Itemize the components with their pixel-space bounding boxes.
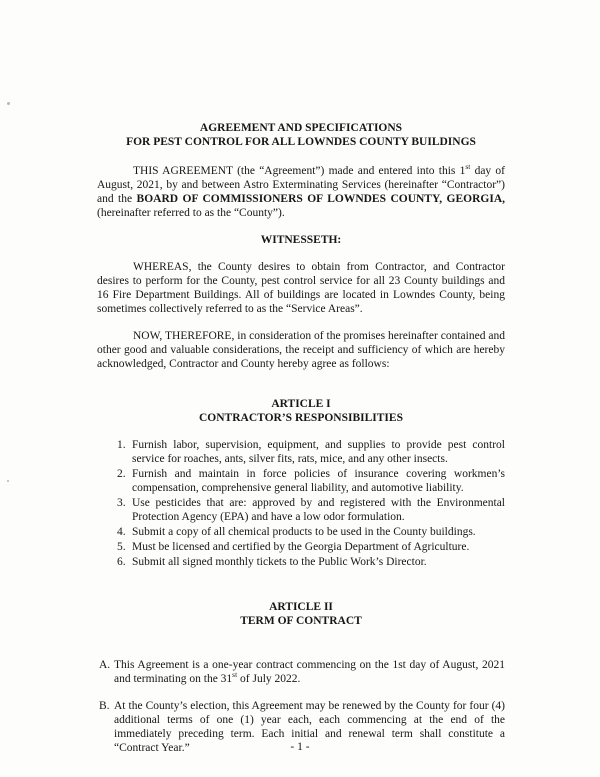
- list-item: [117, 525, 505, 539]
- list-item-number: 3.: [117, 497, 126, 509]
- list-item: [117, 555, 505, 569]
- spacer: [97, 570, 505, 574]
- list-item-text: Submit a copy of all chemical products to be used in the County buildings.: [132, 526, 476, 538]
- heading-article-2: [97, 600, 505, 628]
- list-item-letter: A.: [99, 659, 111, 671]
- list-item-number: 2.: [117, 468, 126, 480]
- paragraph-now-therefore: NOW, THEREFORE, in consideration of the promises hereinafter contained and other good and valuable considerations, the receipt and sufficiency of which are hereby acknowledged, Contractor and County hereby agree as follows:: [97, 330, 505, 370]
- list-item-text: Furnish labor, supervision, equipment, and supplies to provide pest control service for roaches, ants, silver fits, rats, mice, and any other insects.: [132, 439, 505, 465]
- list-item: [117, 467, 505, 495]
- heading-witnesseth: WITNESSETH:: [260, 234, 342, 246]
- list-item: [117, 540, 505, 554]
- page-number: - 1 -: [290, 741, 310, 753]
- list-item-text: Furnish and maintain in force policies of insurance covering workmen’s compensation, comprehensive general liability, and automotive liability.: [132, 468, 505, 494]
- document-title-line2: FOR PEST CONTROL FOR ALL LOWNDES COUNTY BUILDINGS: [126, 136, 476, 148]
- list-item: [117, 438, 505, 466]
- list-item-number: 5.: [117, 541, 126, 553]
- list-item: [117, 496, 505, 524]
- list-item-text: This Agreement is a one-year contract commencing on the 1st day of August, 2021 and terminating on the 31st of July 2022.: [114, 659, 505, 685]
- list-item-number: 1.: [117, 439, 126, 451]
- heading-article-1: [97, 397, 505, 425]
- paragraph-whereas: WHEREAS, the County desires to obtain from Contractor, and Contractor desires to perform for the County, pest control service for all 23 County buildings and 16 Fire Department Buildings. All of buildings are located in Lowndes County, being sometimes collectively referred to as the “Service Areas”.: [97, 261, 505, 315]
- list-item-letter: B.: [99, 700, 110, 712]
- scan-artifact-dot: [7, 102, 10, 105]
- list-item-text: At the County’s election, this Agreement may be renewed by the County for four (4) additional terms of one (1) year each, each commencing at the end of the immediately preceding term. Each initial and renewal term shall constitute a “Contract Year.”: [114, 700, 505, 754]
- list-item-text: Submit all signed monthly tickets to the Public Work’s Director.: [132, 556, 427, 568]
- scan-artifact-dot: [7, 480, 9, 482]
- article-1-subtitle: CONTRACTOR’S RESPONSIBILITIES: [199, 412, 403, 424]
- document-title: [97, 121, 505, 149]
- paragraph-agreement-intro: THIS AGREEMENT (the “Agreement”) made and entered into this 1st day of August, 2021, by and between Astro Exterminating Services (hereinafter “Contractor”) and the BOARD OF COMMISSIONERS OF LOWNDES COUNTY, GEORGIA, (hereinafter referred to as the “County”).: [97, 162, 505, 219]
- list-item-text: Must be licensed and certified by the Georgia Department of Agriculture.: [132, 541, 470, 553]
- list-item-number: 4.: [117, 526, 126, 538]
- list-contractor-responsibilities: [117, 438, 505, 569]
- document-title-line1: AGREEMENT AND SPECIFICATIONS: [199, 122, 403, 134]
- list-item-number: 6.: [117, 556, 126, 568]
- spacer: [97, 641, 505, 658]
- article-2-title: ARTICLE II: [269, 601, 333, 613]
- list-item: [99, 658, 505, 686]
- article-1-title: ARTICLE I: [271, 398, 331, 410]
- article-2-subtitle: TERM OF CONTRACT: [240, 615, 362, 627]
- list-item-text: Use pesticides that are: approved by and registered with the Environmental Protection Agency (EPA) and have a low odor formulation.: [132, 497, 505, 523]
